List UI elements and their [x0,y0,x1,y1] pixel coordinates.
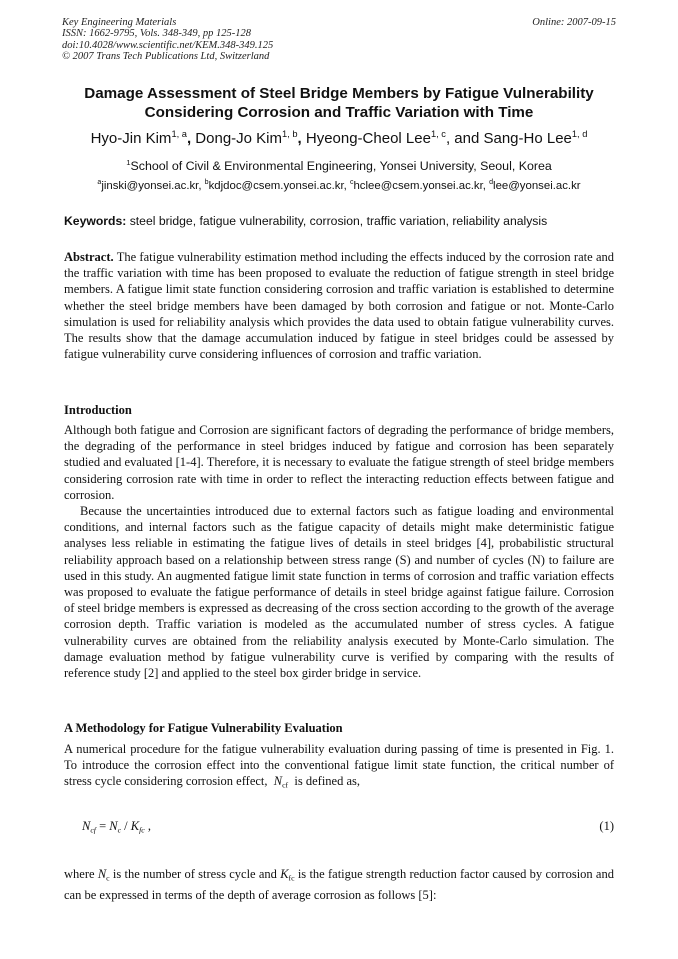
where-text: is the fatigue strength reduction factor caused by corrosion and can be expressed in terms of the depth of average corrosion as follows [5]: [64,867,614,902]
eq-k-sub: fc [139,825,145,835]
symbol-nc: N [97,867,107,881]
abstract [64,249,614,362]
methodology-paragraph-1 [64,741,614,794]
symbol-nc-sub: c [106,873,110,883]
author-separator: , and [445,130,484,147]
author-name: Sang-Ho Lee [483,130,572,147]
author-affil-mark: 1, c [430,129,446,139]
eq-n-sub: c [117,825,122,835]
eq-tail: , [144,819,151,833]
section-heading-methodology: A Methodology for Fatigue Vulnerability Evaluation [64,721,343,735]
email-list [30,178,648,194]
affiliation [30,158,648,174]
eq-equals: = [95,819,110,833]
author-affil-mark: 1, d [571,129,588,139]
author-separator: , [186,130,196,147]
online-date: Online: 2007-09-15 [532,17,616,28]
author-name: Hyeong-Cheol Lee [305,130,431,147]
title-line-2: Considering Corrosion and Traffic Variation with Time [144,104,534,121]
email-mark: b [204,179,209,187]
eq-n: N [109,819,118,833]
equation-expression [82,819,151,835]
affiliation-mark: 1 [126,157,131,167]
eq-lhs: N [82,819,91,833]
abstract-label: Abstract. [64,250,114,264]
journal-issn: ISSN: 1662-9795, Vols. 348-349, pp 125-128 [62,28,251,40]
author-name: Hyo-Jin Kim [90,130,172,147]
eq-lhs-sub: cf [90,825,96,835]
section-heading-introduction: Introduction [64,403,132,417]
where-text: is the number of stress cycle and [109,867,281,881]
keywords-text: steel bridge, fatigue vulnerability, corrosion, traffic variation, reliability analysis [126,214,548,228]
symbol-kfc: K [280,867,289,881]
email-address[interactable]: hclee@csem.yonsei.ac.kr, [353,180,490,192]
author-affil-mark: 1, b [282,129,298,139]
email-mark: c [349,179,354,187]
author-affil-mark: 1, a [171,129,187,139]
email-mark: a [97,179,102,187]
affiliation-text: School of Civil & Environmental Engineering, Yonsei University, Seoul, Korea [130,159,552,173]
email-mark: d [489,179,494,187]
where-text: where [64,867,98,881]
keywords-label: Keywords: [64,214,127,228]
journal-doi[interactable]: doi:10.4028/www.scientific.net/KEM.348-349.125 [62,39,274,51]
where-paragraph [64,866,614,903]
eq-divide: / [121,819,131,833]
title-line-1: Damage Assessment of Steel Bridge Members by Fatigue Vulnerability [84,85,594,102]
introduction-paragraph-1: Although both fatigue and Corrosion are significant factors of degrading the performance of bridge members, the degrading of the performance in steel bridges induced by fatigue and corrosion has been separately studied and evaluated [1-4]. Therefore, it is necessary to evaluate the fatigue strength of steel bridge members considering corrosion rate with time in order to reflect the interacting reduction effects between fatigue and corrosion. [64,423,614,502]
email-address[interactable]: kdjdoc@csem.yonsei.ac.kr, [208,180,350,192]
methodology-text: A numerical procedure for the fatigue vulnerability evaluation during passing of time is presented in Fig. 1. To introduce the corrosion effect into the conventional fatigue limit state function, the critical number of stress cycle considering corrosion effect, [64,742,614,789]
abstract-text: The fatigue vulnerability estimation method including the effects induced by the corrosion rate and the traffic variation with time has been proposed to evaluate the reduction of fatigue strength in steel bridge members. A fatigue limit state function considering corrosion and traffic variation is established to determine whether the steel bridge members have been damaged by both corrosion and fatigue or not. Monte-Carlo simulation is used for reliability analysis which provides the data used to obtain fatigue vulnerability curves. The results show that the damage accumulation induced by fatigue in steel bridges could be assessed by fatigue vulnerability curve considering influences of corrosion and traffic variation. [64,250,614,362]
author-separator: , [297,130,306,147]
introduction-paragraph-2: Because the uncertainties introduced due to external factors such as fatigue loading and environmental conditions, and internal factors such as the fatigue capacity of details might make deterministic fatigue analyses less reliable in estimating the fatigue lives of details in steel bridges [4], probabilistic structural reliability approach based on a relationship between stress range (S) and number of cycles (N) to failure are used in this study. An augmented fatigue limit state function in terms of corrosion and traffic variation effects was proposed to evaluate the fatigue performance of details in steel bridge against fatigue failure. Corrosion of steel bridge members is expressed as decreasing of the cross section according to the growth of the average corrosion depth. Traffic variation is modeled as the accumulated number of stress cycles. A fatigue vulnerability curves are obtained from the reliability analysis executed by Monte-Carlo simulation. The damage evaluation method by fatigue vulnerability curve is verified by comparing with the results of reference study [2] and applied to the steel box girder bridge in service. [64,504,614,681]
paper-title [40,84,638,122]
author-list [30,130,648,148]
email-address[interactable]: lee@yonsei.ac.kr [493,180,581,192]
symbol-kfc-sub: fc [288,873,295,883]
journal-name: Key Engineering Materials [62,17,177,28]
methodology-text-end: is defined as, [291,774,360,789]
symbol-subscript: cf [282,781,289,791]
journal-header [62,17,616,63]
eq-k: K [130,819,140,833]
email-address[interactable]: jinski@yonsei.ac.kr, [101,180,205,192]
journal-copyright: © 2007 Trans Tech Publications Ltd, Switzerland [62,51,270,63]
author-name: Dong-Jo Kim [195,130,282,147]
equation-number: (1) [599,819,614,833]
keywords [64,213,616,229]
symbol-n: N [273,774,283,789]
equation-1 [82,819,614,837]
